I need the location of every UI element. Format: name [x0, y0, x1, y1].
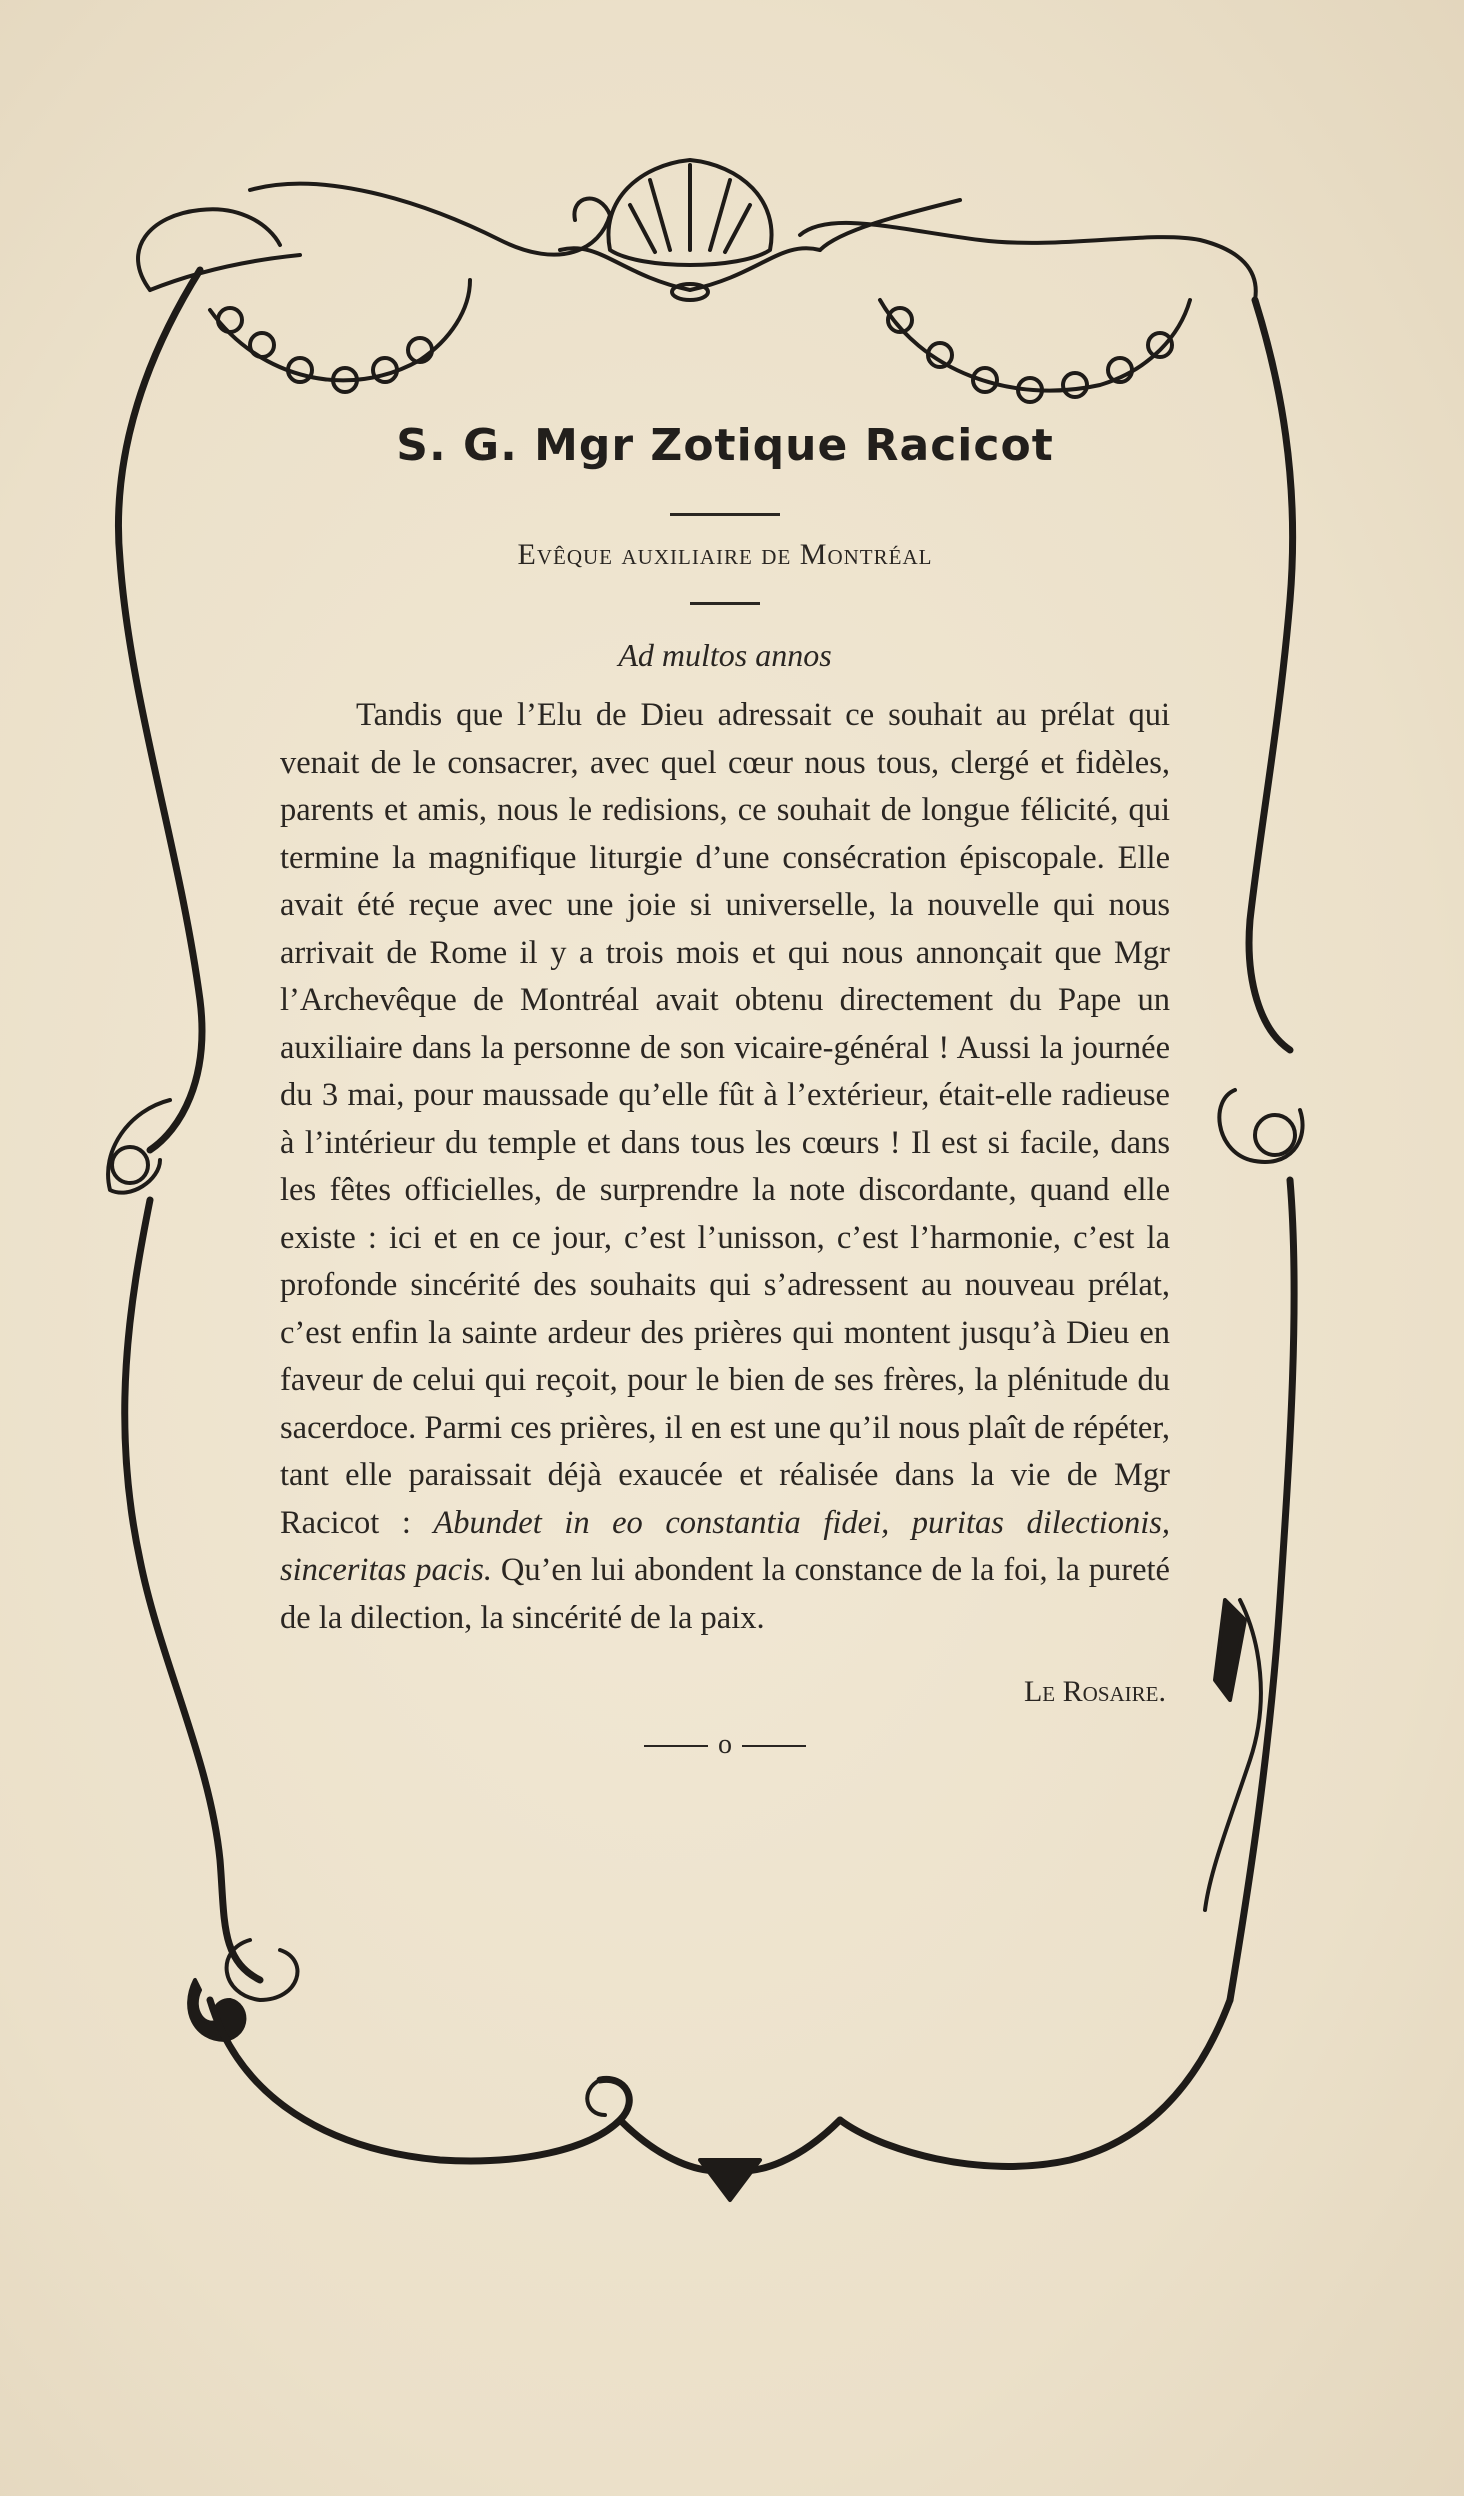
article-body	[280, 692, 1170, 1642]
motto: Ad multos annos	[618, 637, 832, 673]
latin-quote: Abundet in eo constantia fidei, puritas dilectionis, sinceritas pacis.	[280, 1504, 1170, 1588]
garland-left	[210, 280, 470, 380]
end-mark	[280, 1729, 1170, 1761]
signature: Le Rosaire.	[1023, 1674, 1166, 1708]
body-text-part2: Qu’en lui abondent la constance de la foi, la pureté de la dilection, la sincérité de la paix.	[280, 1552, 1170, 1636]
body-text-part1: Tandis que l’Elu de Dieu adressait ce souhait au prélat qui venait de le consacrer, avec quel cœur nous tous, clergé et fidèles, parents et amis, nous le redisions, ce souhait de longue félicité, qui termine la magnifique liturgie d’une consécration épiscopale. Elle avait été reçue avec une joie si universelle, la nouvelle qui nous arrivait de Rome il y a trois mois et qui nous annonçait que Mgr l’Archevêque de Montréal avait obtenu directement du Pape un auxiliaire dans la personne de son vicaire-général ! Aussi la journée du 3 mai, pour maussade qu’elle fût à l’extérieur, était-elle radieuse à l’intérieur du temple et dans tous les cœurs ! Il est si facile, dans les fêtes officielles, de surprendre la note discordante, quand elle existe : ici et en ce jour, c’est l’unisson, c’est l’harmonie, c’est la profonde sincérité des souhaits qui s’adressent au nouveau prélat, c’est enfin la sainte ardeur des prières qui montent jusqu’à Dieu en faveur de celui qui reçoit, pour le bien de ses frères, la plénitude du sacerdoce. Parmi ces prières, il en est une qu’il nous plaît de répéter, tant elle paraissait déjà exaucée et réalisée dans la vie de Mgr Racicot :	[280, 697, 1170, 1541]
end-mark-symbol: o	[718, 1728, 732, 1760]
article	[280, 420, 1170, 1761]
article-subtitle: Evêque auxiliaire de Montréal	[517, 538, 933, 571]
article-title: S. G. Mgr Zotique Racicot	[396, 420, 1054, 471]
title-rule	[670, 513, 780, 516]
subtitle-rule	[690, 602, 760, 605]
